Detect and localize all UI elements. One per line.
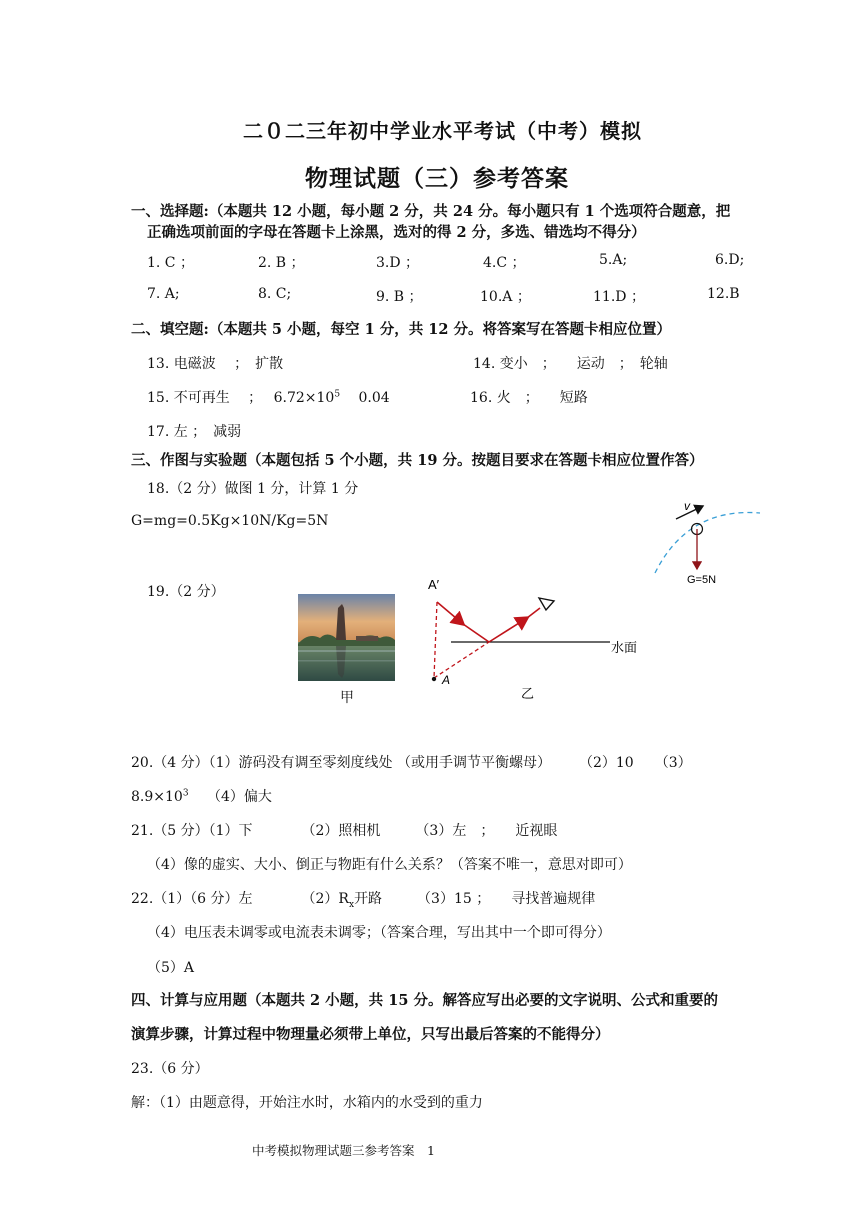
answer-13: 13. 电磁波 ； 扩散 (147, 356, 284, 372)
figure-yi-label: 乙 (521, 686, 535, 701)
incident-ray-arrow (437, 602, 463, 624)
answer-6: 6.D; (715, 252, 745, 268)
object-point (432, 677, 436, 681)
answer-15: 15. 不可再生 ； $6.72\times 10^5$ 0.04 (147, 389, 390, 406)
image-point-label: A′ (428, 577, 440, 592)
answer-20-line2: $8.9\times 10^3$ （4）偏大 (131, 788, 272, 805)
velocity-label: v (684, 499, 690, 513)
pagoda-photo (298, 594, 395, 681)
answer-23-label: 23.（6 分） (131, 1061, 209, 1077)
answer-9: 9. B ； (376, 289, 423, 305)
answer-18-label: 18.（2 分）做图 1 分，计算 1 分 (147, 481, 359, 497)
reflected-ray-arrow (489, 618, 527, 642)
section-1-heading-line2: 正确选项前面的字母在答题卡上涂黑，选对的得 2 分，多选、错选均不得分） (147, 224, 646, 241)
answer-20-line1: 20.（4 分）（1）游码没有调至零刻度线处 （或用手调节平衡螺母） （2）10 （3） (131, 755, 692, 771)
image-to-object-dashed (434, 602, 437, 678)
answer-11: 11.D ； (593, 289, 645, 305)
answer-7: 7. A; (147, 286, 180, 302)
page-footer: 中考模拟物理试题三参考答案 1 (252, 1143, 435, 1158)
answer-3: 3.D ； (376, 255, 420, 271)
incident-ray (463, 624, 489, 642)
answer-4: 4.C ； (483, 255, 526, 271)
answer-8: 8. C; (258, 286, 292, 302)
reflected-ray (527, 608, 540, 618)
answer-10: 10.A ； (480, 289, 531, 305)
gravity-label: G=5N (687, 574, 717, 586)
answer-key-title: 物理试题（三）参考答案 (305, 165, 569, 192)
q18-force-diagram (640, 495, 770, 595)
answer-1: 1. C ； (147, 255, 194, 271)
answer-17: 17. 左 ； 减弱 (147, 424, 242, 440)
section-2-heading: 二、填空题:（本题共 5 小题，每空 1 分，共 12 分。将答案写在答题卡相应位置） (131, 321, 671, 338)
section-3-heading: 三、作图与实验题（本题包括 5 个小题，共 19 分。按题目要求在答题卡相应位置作答） (131, 452, 704, 469)
section-1-heading-line1: 一、选择题:（本题共 12 小题，每小题 2 分，共 24 分。每小题只有 1 个选项符合题意，把 (131, 203, 731, 220)
exam-title: 二０二三年初中学业水平考试（中考）模拟 (243, 119, 642, 143)
eye-icon (539, 598, 554, 610)
answer-14: 14. 变小 ； 运动 ； 轮轴 (473, 356, 668, 372)
answer-21-line2: （4）像的虚实、大小、倒正与物距有什么关系？（答案不唯一，意思对即可） (147, 857, 632, 873)
answer-5: 5.A; (599, 252, 628, 268)
answer-22-line1: 22.（1）（6 分）左 $(2)R_x$开路 （3）15 ； 寻找普遍规律 (131, 891, 596, 910)
water-surface-label: 水面 (611, 640, 638, 655)
answer-16: 16. 火 ； 短路 (470, 390, 588, 406)
figure-jia-label: 甲 (340, 690, 354, 706)
q19-reflection-diagram (415, 570, 655, 705)
answer-22-line2: （4）电压表未调零或电流表未调零；（答案合理，写出其中一个即可得分） (147, 925, 611, 941)
answer-23-line1: 解：（1）由题意得，开始注水时，水箱内的水受到的重力 (131, 1095, 483, 1111)
answer-18-calc: G=mg=0.5Kg×10N/Kg=5N (131, 513, 329, 529)
answer-19-label: 19.（2 分） (147, 584, 225, 600)
section-4-heading-line2: 演算步骤，计算过程中物理量必须带上单位，只写出最后答案的不能得分） (131, 1026, 610, 1043)
answer-21-line1: 21.（5 分）（1）下 （2）照相机 （3）左 ； 近视眼 (131, 823, 558, 839)
answer-2: 2. B ； (258, 255, 305, 271)
object-point-label: A (442, 673, 451, 687)
section-4-heading-line1: 四、计算与应用题（本题共 2 小题，共 15 分。解答应写出必要的文字说明、公式和重要的 (131, 992, 718, 1009)
answer-22-line3: （5）A (147, 960, 195, 976)
trajectory-curve (655, 513, 760, 574)
answer-12: 12.B (707, 286, 740, 302)
